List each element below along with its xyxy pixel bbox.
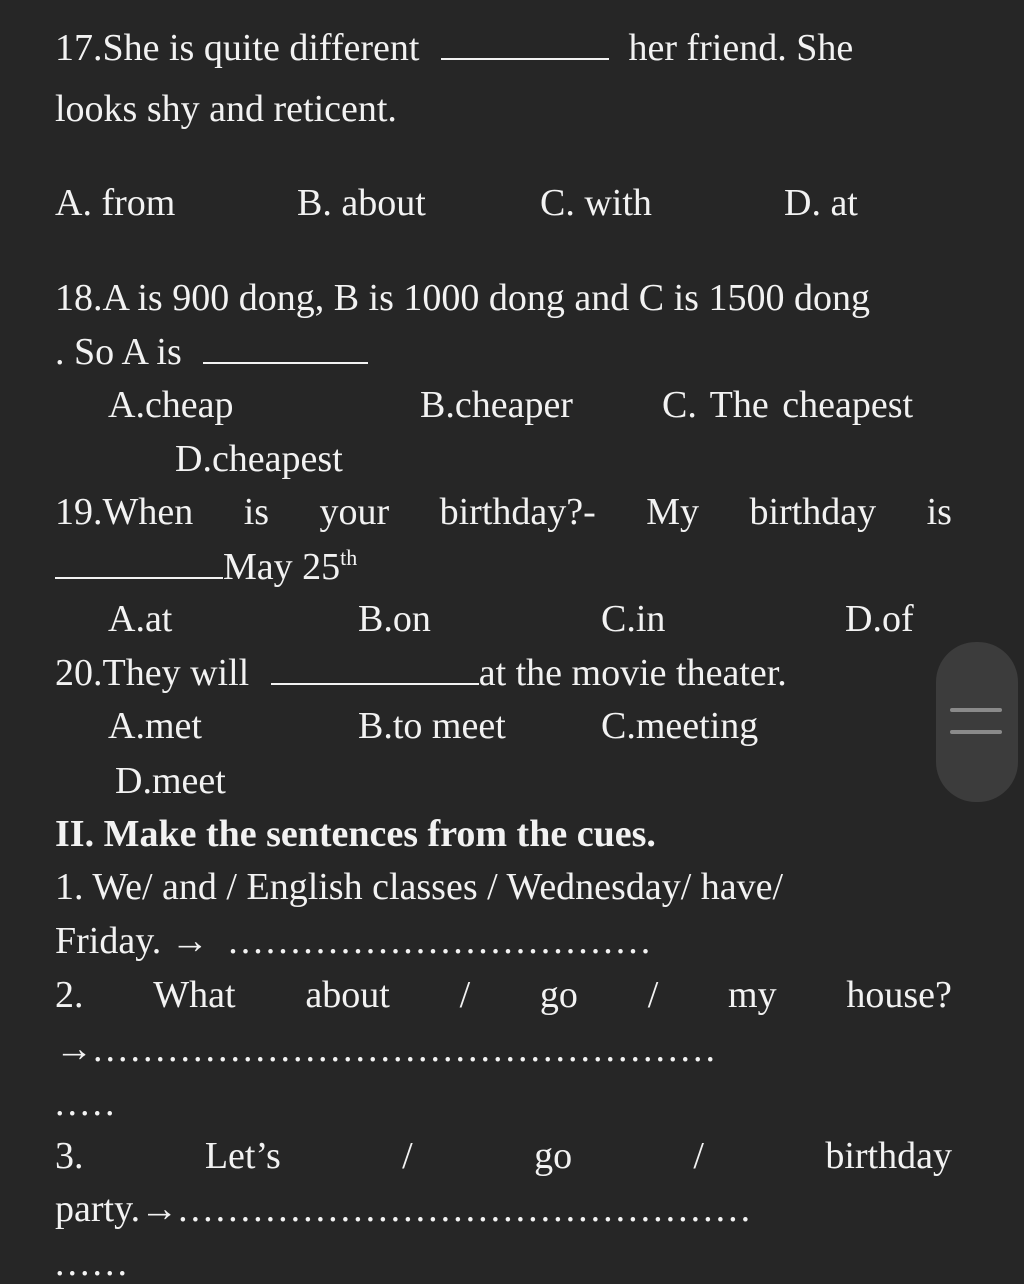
q19-blank — [55, 547, 223, 579]
q19-option-b: B.on — [358, 598, 431, 640]
s3-text: party.→ — [55, 1188, 179, 1230]
q17-option-d: D. at — [784, 182, 858, 224]
q19-line2 — [55, 547, 357, 586]
s2-word: house? — [846, 974, 952, 1016]
s3-word: Let’s — [204, 1135, 281, 1177]
q19-word: your — [319, 491, 390, 533]
q18-line1: 18.A is 900 dong, B is 1000 dong and C is 1500 dong — [55, 277, 870, 319]
s2-line1 — [55, 976, 952, 1014]
s3-word: 3. — [55, 1135, 84, 1177]
q17-option-a: A. from — [55, 182, 176, 224]
q19-option-c: C.in — [601, 598, 666, 640]
q18-option-b: B.cheaper — [420, 384, 573, 426]
q18-option-d: D.cheapest — [175, 438, 343, 480]
q19-word: is — [926, 491, 952, 533]
s1-line1: 1. We/ and / English classes / Wednesday/ have/ — [55, 866, 784, 908]
q20-text-b: at the movie theater. — [478, 652, 787, 694]
q19-word: birthday?- — [439, 491, 596, 533]
scroll-handle[interactable] — [936, 642, 1018, 802]
s3-line2 — [55, 1190, 753, 1228]
s3-answer-dots: .............................................. — [178, 1188, 754, 1230]
s2-word: my — [728, 974, 777, 1016]
q17-blank — [441, 28, 609, 60]
s3-tail-dots: ...... — [55, 1242, 130, 1284]
q19-word: 19.When — [55, 491, 194, 533]
s3-line1 — [55, 1137, 952, 1175]
q20-option-d: D.meet — [115, 760, 226, 802]
q17-line2: looks shy and reticent. — [55, 88, 397, 130]
q19-word: birthday — [749, 491, 877, 533]
q20-text-a: 20.They will — [55, 652, 250, 694]
q17-text-b: her friend. She — [628, 27, 854, 69]
s3-word: / — [693, 1135, 704, 1177]
s1-text: Friday. → — [55, 920, 209, 962]
s2-word: about — [305, 974, 390, 1016]
q17-text-a: 17.She is quite different — [55, 27, 420, 69]
s2-word: / — [647, 974, 659, 1016]
q18-text: . So A is — [55, 331, 182, 373]
section-heading: II. Make the sentences from the cues. — [55, 813, 656, 855]
s2-word: / — [459, 974, 471, 1016]
q19-text: May 25 — [223, 546, 341, 588]
s2-answer-dots: .................................................. — [93, 1028, 718, 1070]
q17-line1 — [55, 28, 853, 67]
s2-word: go — [539, 974, 578, 1016]
s2-line2 — [55, 1030, 718, 1068]
q17-option-b: B. about — [297, 182, 426, 224]
q19-superscript: th — [340, 545, 358, 570]
s3-word: / — [402, 1135, 413, 1177]
arrow-icon: → — [55, 1028, 93, 1070]
s2-word: What — [153, 974, 236, 1016]
q18-option-c: C. The cheapest — [662, 384, 914, 426]
q19-word: My — [646, 491, 700, 533]
q20-line1 — [55, 653, 787, 692]
q20-option-a: A.met — [108, 705, 202, 747]
q19-option-a: A.at — [108, 598, 173, 640]
q18-line2 — [55, 332, 368, 371]
s1-answer-dots: .................................. — [228, 920, 654, 962]
s3-word: go — [534, 1135, 573, 1177]
s2-word: 2. — [55, 974, 84, 1016]
q17-option-c: C. with — [540, 182, 652, 224]
q20-option-b: B.to meet — [358, 705, 506, 747]
q20-blank — [271, 653, 479, 685]
q19-line1 — [55, 493, 952, 531]
q19-word: is — [243, 491, 270, 533]
s2-tail-dots: ..... — [55, 1082, 118, 1124]
q19-option-d: D.of — [845, 598, 914, 640]
q20-option-c: C.meeting — [601, 705, 759, 747]
s3-word: birthday — [825, 1135, 952, 1177]
s1-line2 — [55, 922, 653, 960]
q18-option-a: A.cheap — [108, 384, 234, 426]
q18-blank — [203, 332, 368, 364]
